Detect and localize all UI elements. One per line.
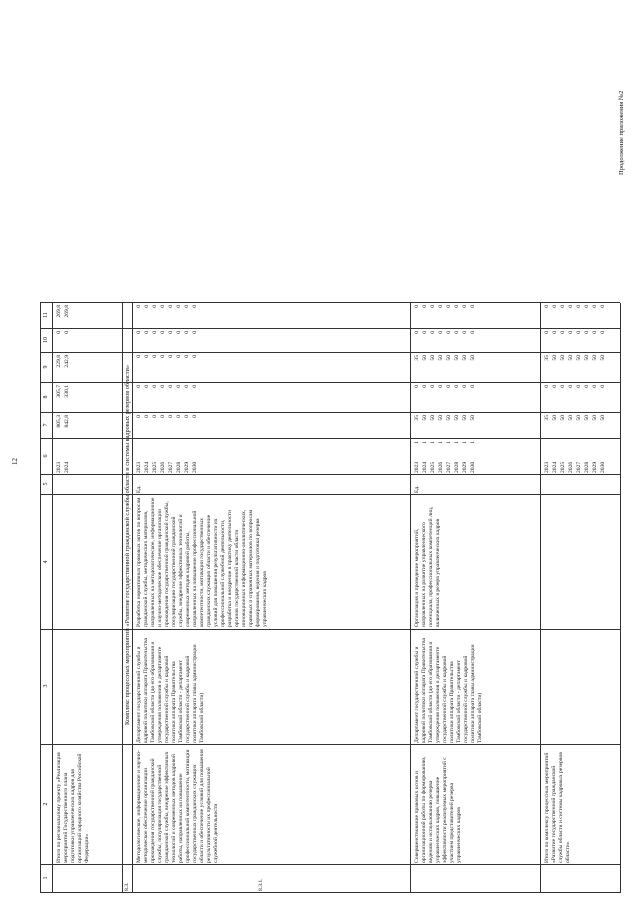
value-cell: 0	[544, 305, 550, 308]
value-cell: 0	[568, 385, 574, 388]
value-cell: 0	[144, 415, 150, 418]
year-cell: 2025	[430, 461, 436, 473]
year-cell: 2023	[544, 461, 550, 473]
value-cell: 0	[592, 331, 598, 334]
value-cell: 0	[470, 331, 476, 334]
row-result: Разработка нормативных правовых актов по вопросам гражданской службы, методических материалов, направленных на методологическое, информационное и научно-методическое обеспечение организации прохождения государственной гражданской службы, популяризацию государственной гражданской службы, внедрение эффективных технологий и современных методов кадровой работы, направленных на повышение профессиональной компетентности, мотивации государственных гражданских служащих области и обеспечение условий для повышения результативности их профессиональной служебной деятельности, разработка и внедрение в практику деятельности органов государственной власти области инновационных информационно-аналитических, правовых и справочных материалов по вопросам формирования, ведения и подготовки резерва управленческих кадров	[136, 497, 268, 627]
year-cell: 2026	[160, 461, 166, 473]
value-cell: 0	[192, 415, 198, 418]
value-cell: 50	[438, 355, 444, 361]
value-cell: 0	[446, 331, 452, 334]
row-executor: Департамент государственной службы и кадровой политики аппарата Правительства Тамбовской области (до его образования и утверждения положения о департаменте государственной службы и кадровой политики аппарата Правительства Тамбовской области - департамент государственной службы и кадровой политики аппарата главы администрации Тамбовской области)	[414, 637, 483, 743]
value-cell: 269,8	[64, 305, 70, 318]
row-number: 8.3.1.	[258, 878, 264, 891]
value-cell: 0	[422, 385, 428, 388]
table-rule	[410, 303, 411, 893]
value-cell: 0	[544, 331, 550, 334]
value-cell: 0	[184, 331, 190, 334]
value-cell: 0	[430, 331, 436, 334]
year-cell: 2027	[576, 461, 582, 473]
year-cell: 2024	[144, 461, 150, 473]
table-rule	[40, 892, 620, 893]
value-cell: 0	[560, 385, 566, 388]
value-cell: 50	[576, 415, 582, 421]
complex-number: 8.3.	[124, 882, 130, 891]
value-cell: 1	[454, 441, 460, 444]
value-cell: 0	[422, 331, 428, 334]
value-cell: 242,9	[64, 355, 70, 368]
value-cell: 50	[600, 415, 606, 421]
value-cell: 1	[470, 441, 476, 444]
value-cell: 0	[176, 385, 182, 388]
year-cell: 2030	[600, 461, 606, 473]
year-cell: 2029	[462, 461, 468, 473]
column-number: 4	[43, 560, 49, 564]
value-cell: 0	[144, 385, 150, 388]
value-cell: 842,8	[64, 415, 70, 428]
value-cell: 50	[560, 355, 566, 361]
value-cell: 0	[136, 305, 142, 308]
value-cell: 50	[422, 415, 428, 421]
year-cell: 2025	[560, 461, 566, 473]
appendix-caption: Продолжение приложения №2	[618, 90, 625, 175]
value-cell: 0	[438, 385, 444, 388]
value-cell: 0	[552, 305, 558, 308]
value-cell: 0	[192, 385, 198, 388]
column-number: 5	[43, 482, 49, 486]
value-cell: 35	[544, 355, 550, 361]
value-cell: 50	[470, 355, 476, 361]
value-cell: 0	[470, 305, 476, 308]
value-cell: 0	[592, 305, 598, 308]
value-cell: 0	[584, 385, 590, 388]
value-cell: 0	[552, 331, 558, 334]
value-cell: 0	[160, 331, 166, 334]
table-rule	[40, 303, 41, 893]
year-cell: 2028	[584, 461, 590, 473]
value-cell: 0	[176, 415, 182, 418]
value-cell: 0	[438, 331, 444, 334]
year-cell: 2029	[184, 461, 190, 473]
year-cell: 2023	[56, 461, 62, 473]
value-cell: 50	[430, 355, 436, 361]
value-cell: 229,8	[56, 355, 62, 368]
value-cell: 0	[168, 385, 174, 388]
value-cell: 0	[600, 331, 606, 334]
value-cell: 0	[568, 305, 574, 308]
year-cell: 2027	[168, 461, 174, 473]
value-cell: 35	[414, 415, 420, 421]
value-cell: 0	[56, 331, 62, 334]
value-cell: 0	[168, 305, 174, 308]
value-cell: 805,3	[56, 415, 62, 428]
value-cell: 0	[568, 331, 574, 334]
value-cell: 50	[422, 355, 428, 361]
table-rule	[40, 302, 620, 303]
value-cell: 0	[152, 305, 158, 308]
year-cell: 2024	[422, 461, 428, 473]
value-cell: 0	[438, 305, 444, 308]
year-cell: 2023	[414, 461, 420, 473]
value-cell: 50	[568, 415, 574, 421]
value-cell: 0	[152, 415, 158, 418]
value-cell: 1	[414, 441, 420, 444]
value-cell: 0	[160, 355, 166, 358]
column-number: 6	[43, 454, 49, 458]
year-cell: 2025	[152, 461, 158, 473]
value-cell: 50	[584, 355, 590, 361]
year-cell: 2026	[568, 461, 574, 473]
value-cell: 0	[600, 305, 606, 308]
value-cell: 0	[584, 305, 590, 308]
value-cell: 50	[552, 415, 558, 421]
value-cell: 0	[64, 331, 70, 334]
value-cell: 50	[454, 355, 460, 361]
value-cell: 50	[600, 355, 606, 361]
row-unit: Ед.	[414, 485, 420, 493]
value-cell: 0	[470, 385, 476, 388]
year-cell: 2029	[592, 461, 598, 473]
value-cell: 50	[592, 415, 598, 421]
table-rule	[122, 303, 123, 893]
value-cell: 0	[184, 415, 190, 418]
table-rule	[52, 303, 53, 893]
value-cell: 0	[584, 331, 590, 334]
column-number: 7	[43, 423, 49, 427]
value-cell: 50	[560, 415, 566, 421]
column-number: 10	[43, 337, 49, 343]
column-number: 11	[43, 312, 49, 318]
value-cell: 50	[592, 355, 598, 361]
value-cell: 50	[438, 415, 444, 421]
value-cell: 0	[168, 415, 174, 418]
value-cell: 0	[454, 385, 460, 388]
value-cell: 50	[430, 415, 436, 421]
value-cell: 1	[462, 441, 468, 444]
value-cell: 305,7	[56, 385, 62, 398]
value-cell: 0	[136, 331, 142, 334]
value-cell: 0	[576, 385, 582, 388]
value-cell: 0	[414, 331, 420, 334]
row-unit: Ед.	[136, 485, 142, 493]
value-cell: 0	[576, 305, 582, 308]
column-number: 8	[43, 395, 49, 399]
value-cell: 0	[552, 385, 558, 388]
total-label: Итого по комплексу процессных мероприятий «Развитие государственной гражданской службы области и системы кадровых резервов области»	[544, 752, 571, 863]
row-name: Методологическое, информационное и научно-методическое обеспечение организации прохождения государственной гражданской службы, популяризация государственной гражданской службы, внедрение эффективных технологий и современных методов кадровой работы, направленных на повышение профессиональной компетентности, мотивации государственных гражданских служащих области и обеспечение условий для повышения результативности их профессиональной служебной деятельности	[136, 749, 219, 863]
value-cell: 0	[184, 385, 190, 388]
value-cell: 0	[192, 305, 198, 308]
value-cell: 50	[446, 355, 452, 361]
value-cell: 0	[176, 355, 182, 358]
year-cell: 2028	[176, 461, 182, 473]
value-cell: 0	[192, 355, 198, 358]
row-name: Совершенствование правовых основ и организационной работы по формированию, ведению и использованию резерва управленческих кадров, повышение эффективности реализуемых мероприятий с участием представителей резерва управленческих кадров	[414, 756, 462, 863]
value-cell: 50	[576, 355, 582, 361]
value-cell: 0	[446, 305, 452, 308]
year-cell: 2024	[552, 461, 558, 473]
year-cell: 2024	[64, 461, 70, 473]
year-cell: 2027	[446, 461, 452, 473]
column-number: 1	[43, 876, 49, 880]
value-cell: 35	[544, 415, 550, 421]
table-rule	[40, 744, 620, 745]
value-cell: 1	[438, 441, 444, 444]
column-number: 9	[43, 365, 49, 369]
value-cell: 0	[184, 305, 190, 308]
value-cell: 0	[462, 305, 468, 308]
value-cell: 0	[168, 331, 174, 334]
row-executor: Департамент государственной службы и кадровой политики аппарата Правительства Тамбовской области (до его образования и утверждения положения о департаменте государственной службы и кадровой политики аппарата Правительства Тамбовской области - департамент государственной службы и кадровой политики аппарата главы администрации Тамбовской области)	[136, 637, 205, 743]
value-cell: 0	[414, 385, 420, 388]
value-cell: 0	[560, 331, 566, 334]
value-cell: 0	[592, 385, 598, 388]
year-cell: 2030	[192, 461, 198, 473]
value-cell: 0	[462, 331, 468, 334]
top-row-label: Итого по региональному проекту «Реализация мероприятий Государственного плана подготовки управленческих кадров для организаций народного хозяйства Российской Федерации»	[56, 752, 90, 863]
value-cell: 0	[544, 385, 550, 388]
value-cell: 0	[430, 305, 436, 308]
value-cell: 0	[176, 331, 182, 334]
value-cell: 0	[446, 385, 452, 388]
value-cell: 0	[600, 385, 606, 388]
value-cell: 0	[144, 331, 150, 334]
value-cell: 0	[192, 331, 198, 334]
value-cell: 0	[160, 305, 166, 308]
column-number: 3	[43, 684, 49, 688]
value-cell: 0	[430, 385, 436, 388]
value-cell: 0	[152, 385, 158, 388]
value-cell: 50	[454, 415, 460, 421]
year-cell: 2026	[438, 461, 444, 473]
value-cell: 0	[454, 331, 460, 334]
column-number: 2	[43, 802, 49, 806]
value-cell: 50	[470, 415, 476, 421]
value-cell: 0	[152, 331, 158, 334]
value-cell: 0	[576, 331, 582, 334]
value-cell: 0	[144, 355, 150, 358]
year-cell: 2023	[136, 461, 142, 473]
year-cell: 2030	[470, 461, 476, 473]
value-cell: 0	[160, 415, 166, 418]
value-cell: 1	[446, 441, 452, 444]
value-cell: 0	[560, 305, 566, 308]
table-rule	[540, 303, 541, 893]
value-cell: 0	[454, 305, 460, 308]
value-cell: 269,8	[56, 305, 62, 318]
value-cell: 50	[568, 355, 574, 361]
value-cell: 50	[462, 355, 468, 361]
value-cell: 0	[136, 415, 142, 418]
table-rule	[132, 303, 133, 893]
value-cell: 1	[430, 441, 436, 444]
complex-title: Комплекс процессных мероприятий «Развитие государственной гражданской службы области и системы кадровых резервов области»	[124, 365, 131, 725]
value-cell: 50	[462, 415, 468, 421]
value-cell: 0	[176, 305, 182, 308]
value-cell: 0	[152, 355, 158, 358]
value-cell: 0	[136, 355, 142, 358]
value-cell: 0	[414, 305, 420, 308]
value-cell: 1	[422, 441, 428, 444]
year-cell: 2028	[454, 461, 460, 473]
value-cell: 0	[144, 305, 150, 308]
value-cell: 50	[584, 415, 590, 421]
value-cell: 0	[462, 385, 468, 388]
table-rule	[620, 303, 621, 893]
table-rule	[40, 864, 620, 865]
value-cell: 0	[422, 305, 428, 308]
value-cell: 0	[168, 355, 174, 358]
row-result: Организация и проведение мероприятий, направленных на развитие управленческого потенциала, профессиональных компетенций лиц, включенных в резерв управленческих кадров	[414, 506, 441, 627]
value-cell: 0	[184, 355, 190, 358]
value-cell: 50	[552, 355, 558, 361]
page-number: 12	[11, 458, 19, 465]
value-cell: 50	[446, 415, 452, 421]
value-cell: 0	[136, 385, 142, 388]
value-cell: 330,1	[64, 385, 70, 398]
value-cell: 35	[414, 355, 420, 361]
value-cell: 0	[160, 385, 166, 388]
